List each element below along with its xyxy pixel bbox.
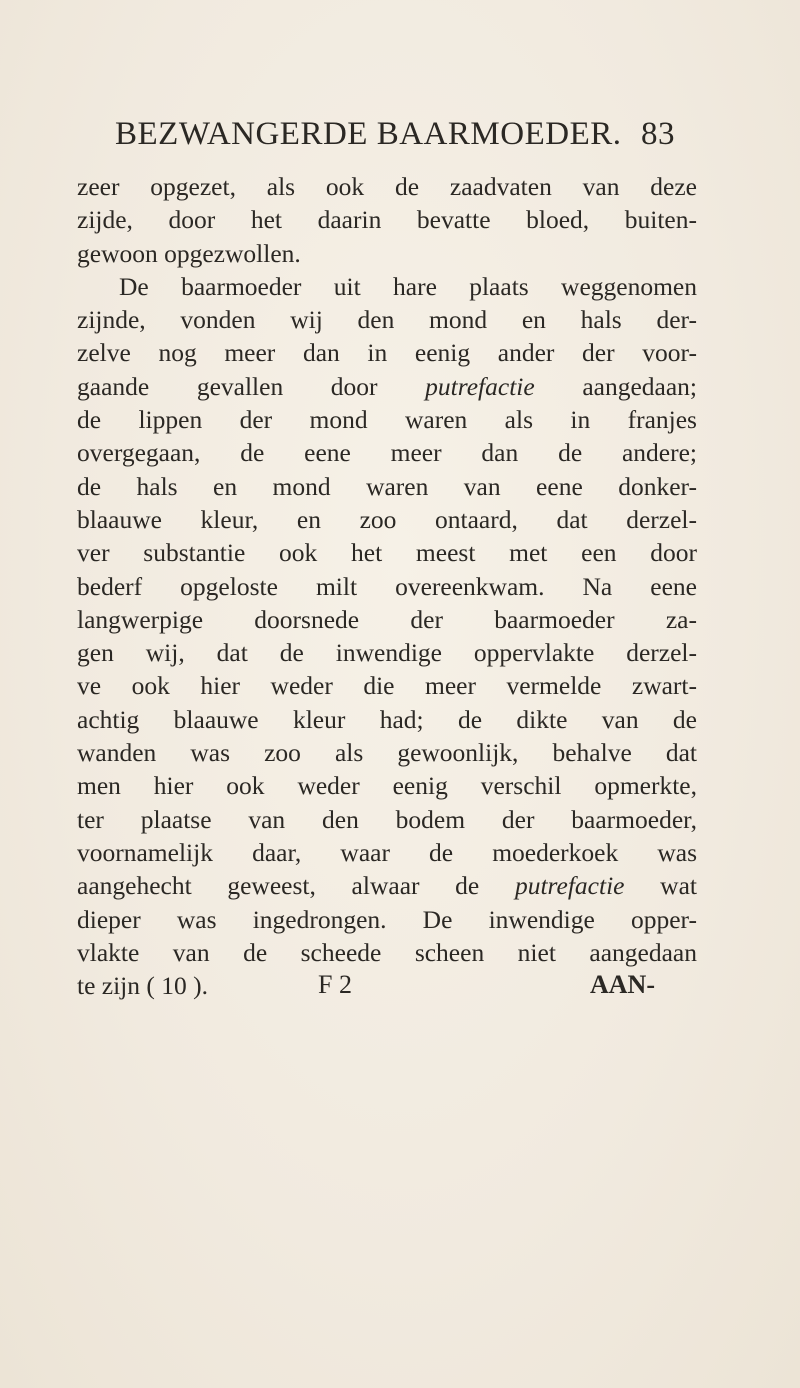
text-run: langwerpige doorsnede der baarmoeder za- <box>77 604 697 634</box>
text-line <box>77 570 697 603</box>
text-line <box>77 470 697 503</box>
signature-line <box>0 970 800 1010</box>
text-run: zelve nog meer dan in eenig ander der voor- <box>77 338 697 368</box>
body-text <box>77 170 697 1002</box>
text-line <box>77 803 697 836</box>
text-run: aangehecht geweest, alwaar de <box>77 871 515 901</box>
text-line <box>77 636 697 669</box>
text-line <box>77 403 697 436</box>
text-line <box>77 669 697 702</box>
italic-term: putrefactie <box>514 871 625 901</box>
italic-term: putrefactie <box>425 371 535 401</box>
text-line <box>77 936 697 969</box>
text-run: aangedaan; <box>534 371 697 401</box>
text-line <box>77 836 697 869</box>
text-run: ver substantie ook het meest met een door <box>77 538 697 568</box>
text-run: blaauwe kleur, en zoo ontaard, dat derzel- <box>77 504 697 534</box>
text-run: dieper was ingedrongen. De inwendige opper- <box>77 904 697 934</box>
text-line <box>77 903 697 936</box>
running-head <box>115 112 675 156</box>
text-run: zeer opgezet, als ook de zaadvaten van deze <box>77 172 697 201</box>
text-run: men hier ook weder eenig verschil opmerkte, <box>77 771 697 801</box>
text-run: wanden was zoo als gewoonlijk, behalve dat <box>77 738 697 768</box>
text-line <box>77 237 697 270</box>
text-line <box>77 436 697 469</box>
printer-signature: F 2 <box>318 970 352 999</box>
text-line <box>77 170 697 203</box>
text-run: te zijn ( 10 ). <box>77 971 208 1001</box>
text-run: de hals en mond waren van eene donker- <box>77 471 697 501</box>
text-line <box>77 869 697 902</box>
text-line <box>77 603 697 636</box>
text-line <box>77 703 697 736</box>
catchword: AAN- <box>590 970 655 999</box>
text-run: ter plaatse van den bodem der baarmoeder, <box>77 804 697 834</box>
running-title: BEZWANGERDE BAARMOEDER. <box>115 116 622 152</box>
text-line <box>77 536 697 569</box>
text-run: gewoon opgezwollen. <box>77 238 301 268</box>
text-run: zijnde, vonden wij den mond en hals der- <box>77 305 697 335</box>
text-run: achtig blaauwe kleur had; de dikte van de <box>77 704 697 734</box>
text-run: wat <box>624 871 697 901</box>
text-run: gen wij, dat de inwendige oppervlakte derzel- <box>77 638 697 668</box>
text-line <box>77 370 697 403</box>
text-run: gaande gevallen door <box>77 371 426 401</box>
text-line <box>77 769 697 802</box>
text-run: de lippen der mond waren als in franjes <box>77 405 697 435</box>
text-run: overgegaan, de eene meer dan de andere; <box>77 438 697 468</box>
text-line <box>77 270 697 303</box>
text-run: bederf opgeloste milt overeenkwam. Na eene <box>77 571 697 601</box>
text-run: voornamelijk daar, waar de moederkoek was <box>77 837 697 867</box>
text-line <box>77 303 697 336</box>
text-run: zijde, door het daarin bevatte bloed, buiten- <box>77 205 697 235</box>
text-run: vlakte van de scheede scheen niet aangedaan <box>77 937 697 967</box>
text-line <box>77 736 697 769</box>
text-run: De baarmoeder uit hare plaats weggenomen <box>119 271 697 301</box>
text-line <box>77 503 697 536</box>
page-number: 83 <box>641 116 675 152</box>
text-line <box>77 336 697 369</box>
text-run: ve ook hier weder die meer vermelde zwart- <box>77 671 697 701</box>
text-line <box>77 203 697 236</box>
